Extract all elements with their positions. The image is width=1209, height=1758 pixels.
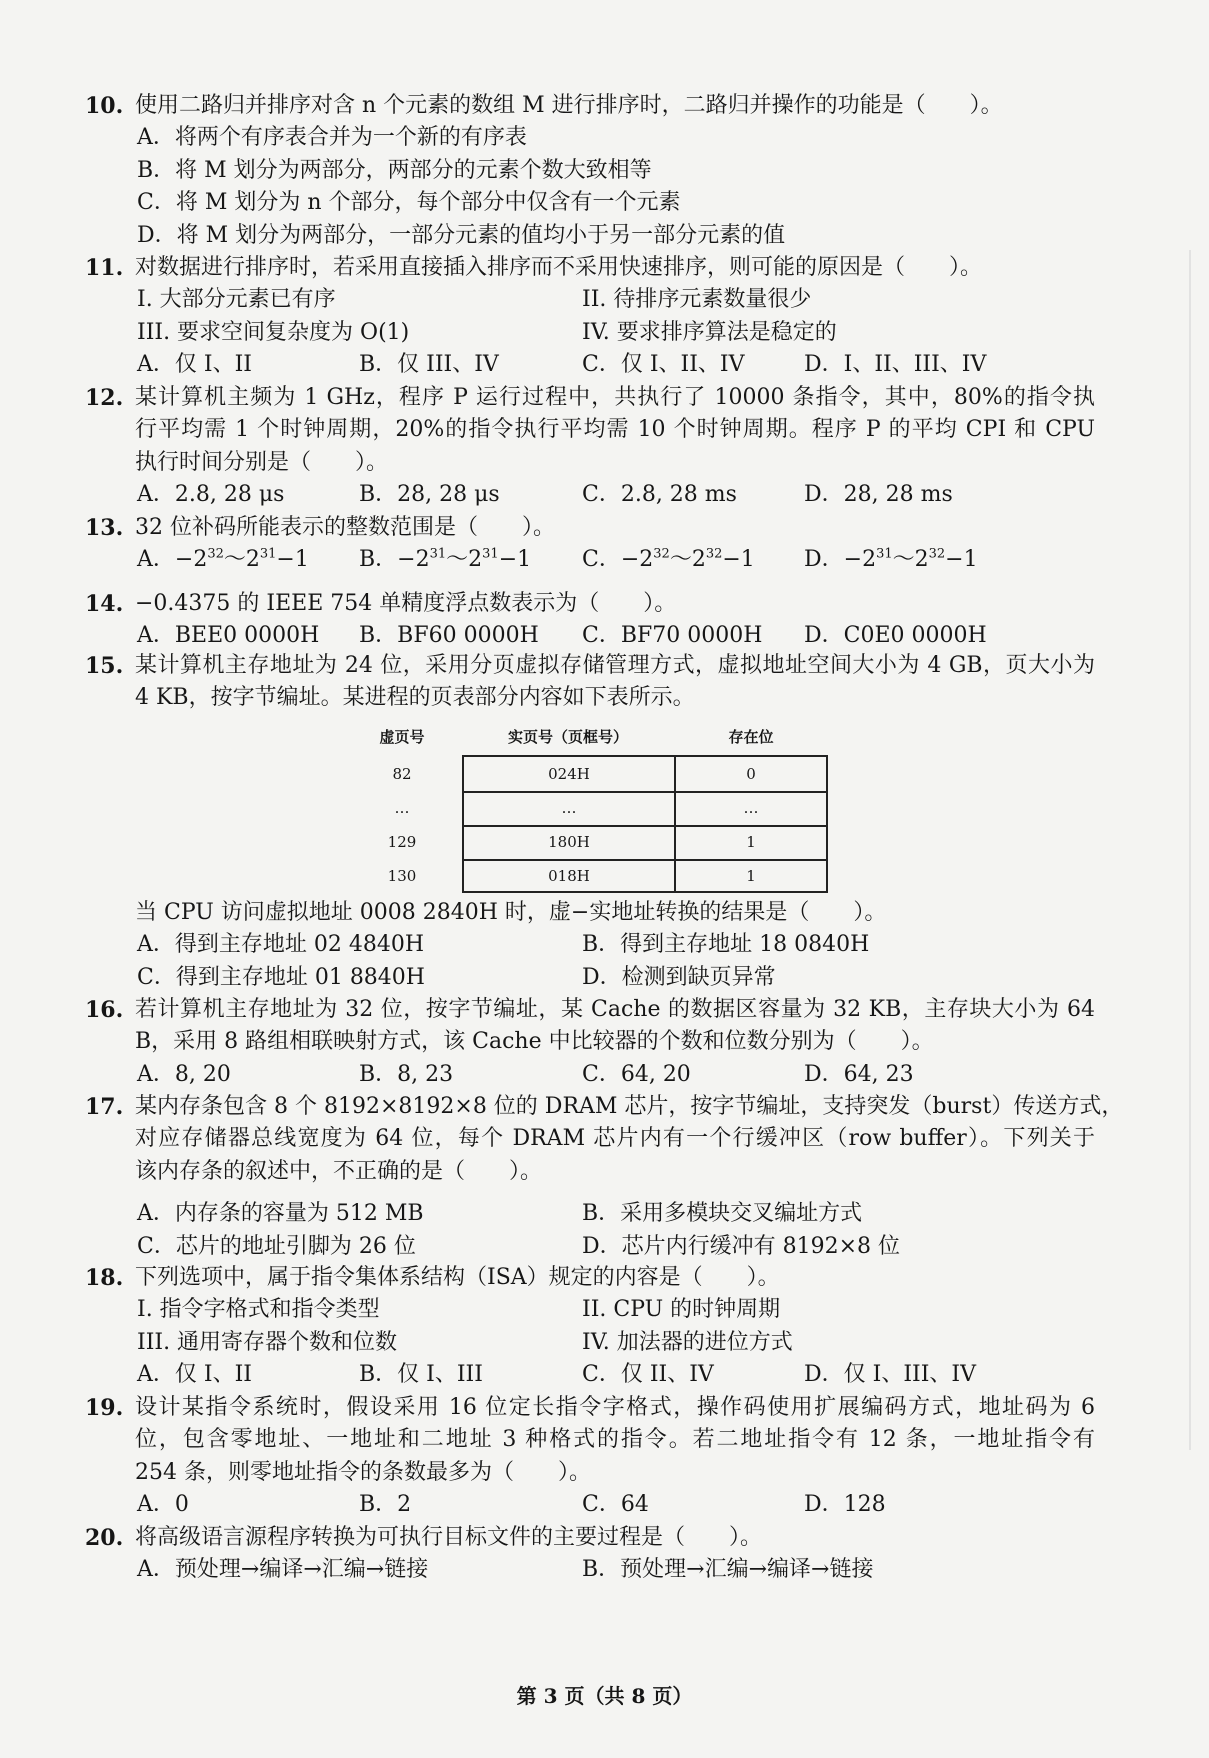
option-a: A．0 <box>137 1492 189 1518</box>
option-d: D．I、II、III、IV <box>804 352 987 378</box>
question-stem: 行平均需 1 个时钟周期，20%的指令执行平均需 10 个时钟周期。程序 P 的平均 CPI 和 CPU <box>135 417 1095 443</box>
option-c: C．$-2^{32}\sim 2^{32}-1$ <box>582 547 755 573</box>
option-a: A．得到主存地址 02 4840H <box>137 932 425 958</box>
question-20 <box>85 1522 1095 1587</box>
option-c: C．BF70 0000H <box>582 623 763 649</box>
option-c: C．仅 I、II、IV <box>582 352 745 378</box>
option-d: D．64, 23 <box>804 1061 914 1087</box>
option-d: D．检测到缺页异常 <box>582 964 776 990</box>
virtual-page-number: … <box>394 799 410 817</box>
option-d: D．28, 28 ms <box>804 482 953 508</box>
question-number: 20. <box>85 1525 124 1551</box>
question-stem: 使用二路归并排序对含 n 个元素的数组 M 进行排序时，二路归并操作的功能是（ ）。 <box>135 93 1003 118</box>
question-stem: B，采用 8 路组相联映射方式，该 Cache 中比较器的个数和位数分别为（ ）。 <box>135 1029 934 1055</box>
table-header: 虚页号 <box>379 728 425 746</box>
question-number: 17. <box>85 1094 124 1120</box>
frame-number: 180H <box>464 825 676 859</box>
item-ii: II. CPU 的时钟周期 <box>582 1297 781 1323</box>
option-a: A．预处理→编译→汇编→链接 <box>137 1557 429 1583</box>
frame-number: 024H <box>464 757 676 791</box>
question-stem: 若计算机主存地址为 32 位，按字节编址，某 Cache 的数据区容量为 32 KB，主存块大小为 64 <box>135 997 1095 1022</box>
option-b: B．预处理→汇编→编译→链接 <box>582 1557 874 1583</box>
option-a: A．2.8, 28 μs <box>137 482 285 508</box>
frame-number: … <box>464 791 676 825</box>
option-c: C．将 M 划分为 n 个部分，每个部分中仅含有一个元素 <box>137 190 681 216</box>
option-c: C．仅 II、IV <box>582 1362 714 1388</box>
item-i: I. 大部分元素已有序 <box>137 287 336 313</box>
question-15 <box>85 650 1095 715</box>
option-d: D．128 <box>804 1492 886 1518</box>
question-stem: 某内存条包含 8 个 8192×8192×8 位的 DRAM 芯片，按字节编址，支持突发（burst）传送方式， <box>135 1094 1124 1119</box>
table-row <box>464 825 826 861</box>
option-b: B．将 M 划分为两部分，两部分的元素个数大致相等 <box>137 157 652 183</box>
option-b: B．BF60 0000H <box>359 623 539 649</box>
question-stem: 位，包含零地址、一地址和二地址 3 种格式的指令。若二地址指令有 12 条，一地址指令有 <box>135 1427 1095 1453</box>
option-d: D．$-2^{31}\sim 2^{32}-1$ <box>804 547 978 573</box>
present-bit: … <box>743 799 759 817</box>
question-18 <box>85 1262 1095 1392</box>
question-stem: 对应存储器总线宽度为 64 位，每个 DRAM 芯片内有一个行缓冲区（row buffer）。下列关于 <box>135 1126 1095 1152</box>
item-i: I. 指令字格式和指令类型 <box>137 1297 380 1323</box>
question-19 <box>85 1392 1095 1522</box>
virtual-page-number: 82 <box>392 765 412 783</box>
question-stem: 对数据进行排序时，若采用直接插入排序而不采用快速排序，则可能的原因是（ ）。 <box>135 255 983 280</box>
table-header: 实页号（页框号） <box>507 728 628 746</box>
option-b: B．$-2^{31}\sim 2^{31}-1$ <box>359 547 532 573</box>
option-a: A．将两个有序表合并为一个新的有序表 <box>137 125 527 151</box>
option-b: B．采用多模块交叉编址方式 <box>582 1201 863 1227</box>
page-table <box>372 725 832 897</box>
option-a: A．内存条的容量为 512 MB <box>137 1201 424 1227</box>
question-stem: 4 KB，按字节编址。某进程的页表部分内容如下表所示。 <box>135 685 695 711</box>
question-stem: 某计算机主存地址为 24 位，采用分页虚拟存储管理方式，虚拟地址空间大小为 4 GB，页大小为 <box>135 653 1095 678</box>
question-stem: 该内存条的叙述中，不正确的是（ ）。 <box>135 1158 543 1184</box>
table-header: 存在位 <box>728 728 774 746</box>
present-bit: 1 <box>746 867 756 885</box>
option-c: C．得到主存地址 01 8840H <box>137 964 425 990</box>
option-a: A．仅 I、II <box>137 352 252 378</box>
option-b: B．28, 28 μs <box>359 482 500 508</box>
option-b: B．8, 23 <box>359 1061 454 1087</box>
present-bit: 1 <box>746 833 756 851</box>
item-iii: III. 通用寄存器个数和位数 <box>137 1329 398 1355</box>
question-16 <box>85 994 1095 1091</box>
question-stem: 下列选项中，属于指令集体系结构（ISA）规定的内容是（ ）。 <box>135 1265 780 1290</box>
option-a: A．仅 I、II <box>137 1362 252 1388</box>
option-c: C．64 <box>582 1492 649 1518</box>
option-b: B．仅 I、III <box>359 1362 483 1388</box>
scan-edge <box>1189 250 1191 1450</box>
virtual-page-number: 129 <box>387 833 417 851</box>
option-d: D．芯片内行缓冲有 8192×8 位 <box>582 1233 901 1259</box>
question-15-continued <box>85 897 1095 994</box>
question-number: 11. <box>85 255 124 281</box>
option-b: B．仅 III、IV <box>359 352 499 378</box>
question-stem: 执行时间分别是（ ）。 <box>135 449 389 475</box>
option-a: A．BEE0 0000H <box>137 623 320 649</box>
option-b: B．得到主存地址 18 0840H <box>582 932 870 958</box>
question-number: 15. <box>85 653 124 679</box>
question-number: 14. <box>85 591 124 617</box>
question-stem: 当 CPU 访问虚拟地址 0008 2840H 时，虚−实地址转换的结果是（ ）。 <box>135 900 887 925</box>
option-c: C．2.8, 28 ms <box>582 482 737 508</box>
table-row <box>464 791 826 827</box>
option-c: C．芯片的地址引脚为 26 位 <box>137 1233 416 1259</box>
question-stem: 设计某指令系统时，假设采用 16 位定长指令字格式，操作码使用扩展编码方式，地址码为 6 <box>135 1395 1095 1420</box>
item-iv: IV. 要求排序算法是稳定的 <box>582 319 837 345</box>
option-d: D．将 M 划分为两部分，一部分元素的值均小于另一部分元素的值 <box>137 222 786 248</box>
table-row <box>464 757 826 793</box>
question-13 <box>85 512 1095 577</box>
item-iv: IV. 加法器的进位方式 <box>582 1329 793 1355</box>
table-row <box>464 859 826 893</box>
option-d: D．仅 I、III、IV <box>804 1362 976 1388</box>
option-c: C．64, 20 <box>582 1061 691 1087</box>
option-b: B．2 <box>359 1492 412 1518</box>
page-footer: 第 3 页（共 8 页） <box>516 1684 693 1708</box>
present-bit: 0 <box>746 765 756 783</box>
question-number: 16. <box>85 997 124 1023</box>
virtual-page-number: 130 <box>387 867 417 885</box>
question-stem: 32 位补码所能表示的整数范围是（ ）。 <box>135 515 555 540</box>
question-number: 13. <box>85 515 124 541</box>
option-d: D．C0E0 0000H <box>804 623 987 649</box>
question-14 <box>85 588 1095 653</box>
question-number: 12. <box>85 385 124 411</box>
question-stem: 将高级语言源程序转换为可执行目标文件的主要过程是（ ）。 <box>135 1525 763 1550</box>
question-stem: −0.4375 的 IEEE 754 单精度浮点数表示为（ ）。 <box>135 591 677 616</box>
question-number: 18. <box>85 1265 124 1291</box>
item-ii: II. 待排序元素数量很少 <box>582 287 812 313</box>
item-iii: III. 要求空间复杂度为 O(1) <box>137 319 410 345</box>
question-11 <box>85 252 1095 382</box>
option-a: A．$-2^{32}\sim 2^{31}-1$ <box>137 547 309 573</box>
option-a: A．8, 20 <box>137 1061 231 1087</box>
question-12 <box>85 382 1095 512</box>
page-table-grid <box>462 755 828 893</box>
question-number: 19. <box>85 1395 124 1421</box>
question-number: 10. <box>85 93 124 119</box>
frame-number: 018H <box>464 859 676 893</box>
question-10 <box>85 90 1095 252</box>
question-stem: 254 条，则零地址指令的条数最多为（ ）。 <box>135 1459 591 1485</box>
question-stem: 某计算机主频为 1 GHz，程序 P 运行过程中，共执行了 10000 条指令，其中，80%的指令执 <box>135 385 1095 410</box>
question-17 <box>85 1091 1124 1263</box>
